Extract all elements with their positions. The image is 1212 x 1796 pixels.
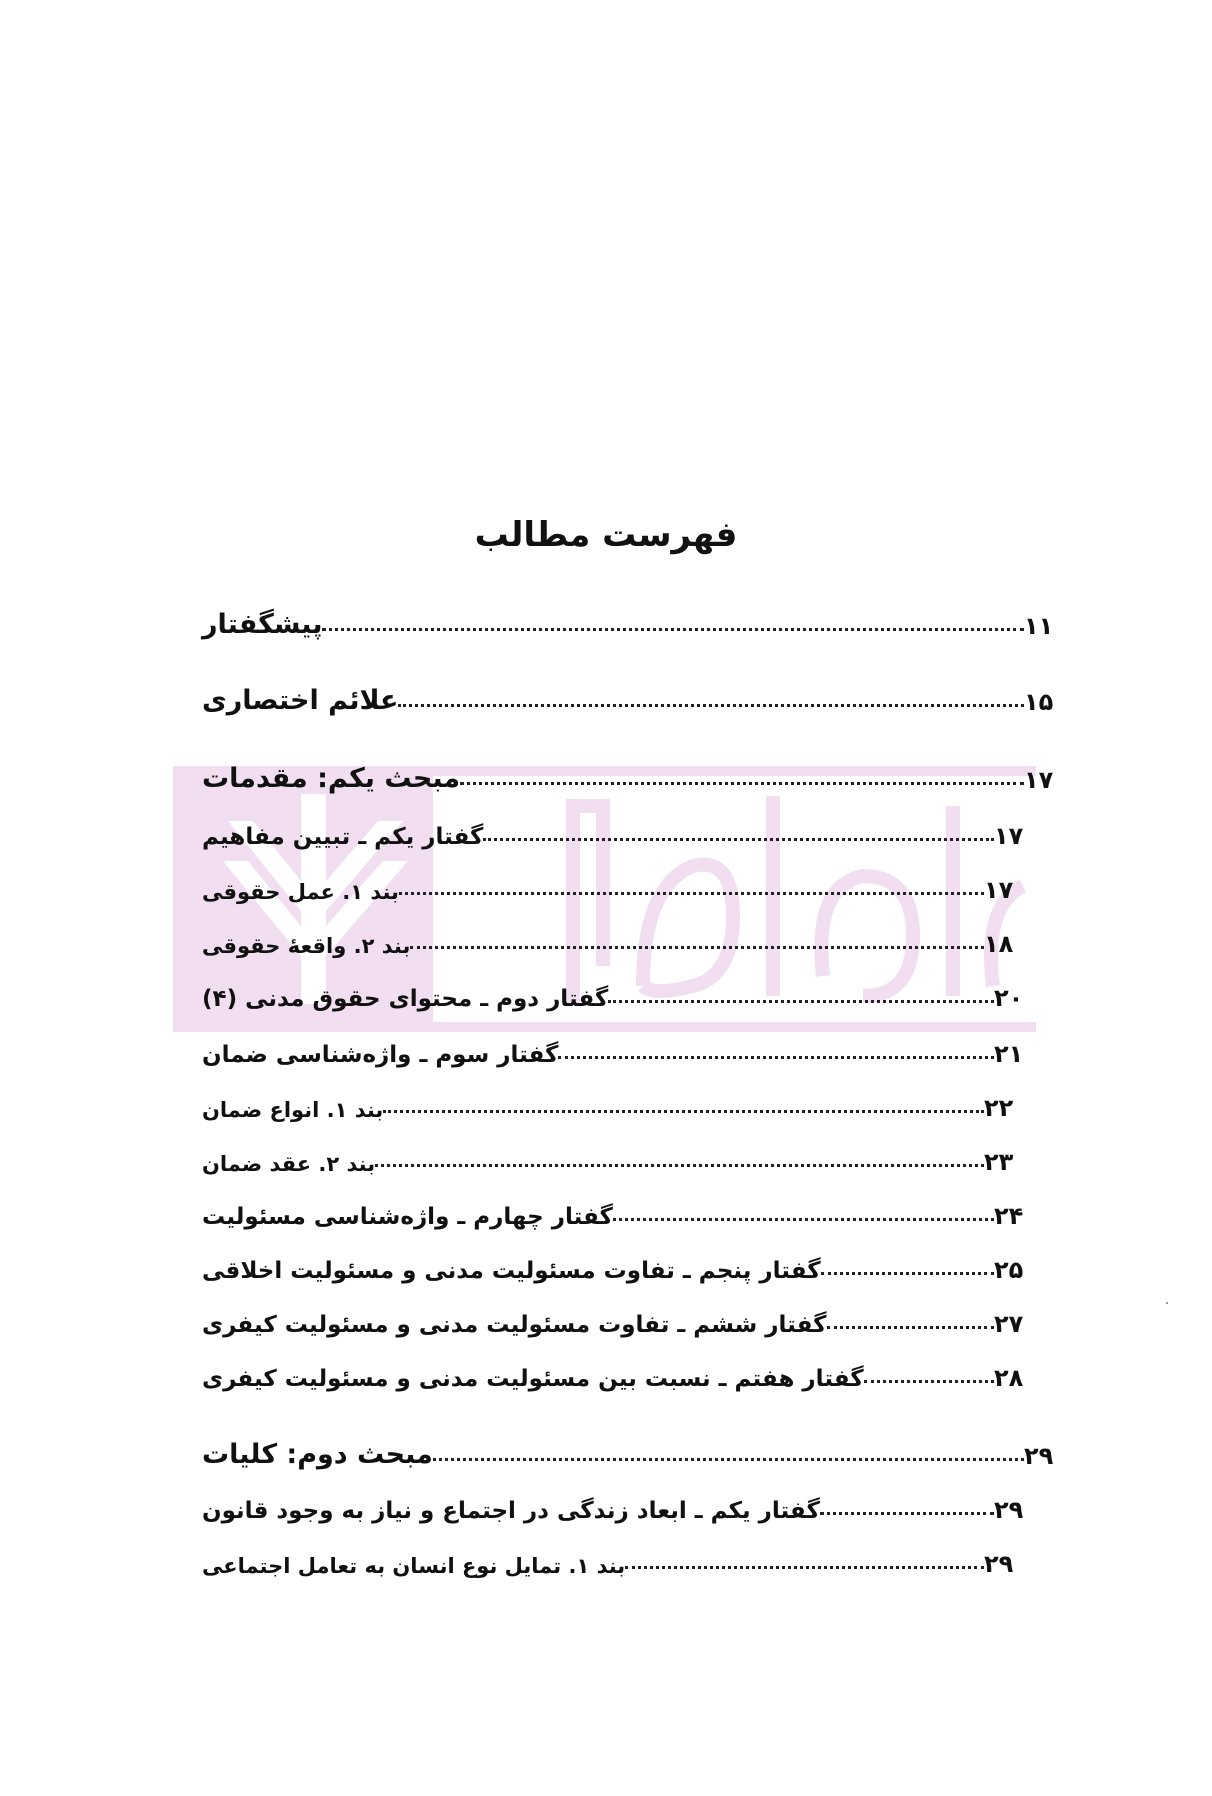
toc-title: فهرست مطالب — [474, 515, 738, 555]
toc-entry-page-number: ۱۱ — [1024, 612, 1054, 640]
dot-leader — [322, 628, 1024, 631]
toc-entry-label: بند ۲. عقد ضمان — [202, 1152, 376, 1176]
toc-entry-label: گفتار ششم ـ تفاوت مسئولیت مدنی و مسئولیت کیفری — [202, 1312, 827, 1338]
dot-leader — [375, 1164, 984, 1167]
dot-leader — [460, 782, 1024, 785]
toc-entry-page-number: ۲۹ — [1024, 1442, 1054, 1470]
toc-entry-page-number: ۲۸ — [994, 1364, 1024, 1392]
toc-entry[interactable] — [198, 1534, 1022, 1578]
toc-entry-label: بند ۲. واقعهٔ حقوقی — [202, 934, 411, 958]
toc-entry-page-number: ۲۳ — [984, 1148, 1014, 1176]
toc-entry-label: مبحث دوم: کلیات — [202, 1439, 433, 1470]
toc-entry[interactable] — [198, 750, 1062, 794]
toc-entry-page-number: ۲۵ — [994, 1256, 1024, 1284]
toc-entry[interactable] — [198, 1426, 1062, 1470]
toc-entry-page-number: ۲۹ — [994, 1496, 1024, 1524]
toc-entry-label: گفتار دوم ـ محتوای حقوق مدنی (۴) — [202, 986, 609, 1012]
toc-entry-page-number: ۲۴ — [994, 1202, 1024, 1230]
toc-entry-label: بند ۱. انواع ضمان — [202, 1098, 384, 1122]
toc-entry-page-number: ۲۲ — [984, 1094, 1014, 1122]
dot-leader — [613, 1218, 994, 1221]
toc-entry-label: مبحث یکم: مقدمات — [202, 763, 461, 794]
toc-entry[interactable] — [198, 596, 1062, 640]
toc-entry-label: گفتار پنجم ـ تفاوت مسئولیت مدنی و مسئولیت اخلاقی — [202, 1258, 821, 1284]
toc-entry[interactable] — [198, 1024, 1032, 1068]
dot-leader — [410, 946, 984, 949]
dot-leader — [383, 1110, 984, 1113]
dot-leader — [864, 1380, 994, 1383]
dot-leader — [398, 704, 1024, 707]
toc-entry[interactable] — [198, 968, 1032, 1012]
toc-entry-page-number: ۱۸ — [984, 930, 1014, 958]
toc-entry[interactable] — [198, 1240, 1032, 1284]
dot-leader — [433, 1458, 1024, 1461]
dot-leader — [399, 892, 984, 895]
toc-entry[interactable] — [198, 672, 1062, 716]
toc-entry-page-number: ۲۷ — [994, 1310, 1024, 1338]
toc-entry-label: گفتار یکم ـ ابعاد زندگی در اجتماع و نیاز به وجود قانون — [202, 1498, 820, 1524]
toc-entry-page-number: ۲۰ — [994, 984, 1024, 1012]
toc-entry-page-number: ۲۱ — [994, 1040, 1024, 1068]
toc-entry[interactable] — [198, 914, 1022, 958]
toc-entry[interactable] — [198, 860, 1022, 904]
toc-entry[interactable] — [198, 1348, 1032, 1392]
toc-entry[interactable] — [198, 1186, 1032, 1230]
toc-entry[interactable] — [198, 1480, 1032, 1524]
toc-entry-label: گفتار یکم ـ تبیین مفاهیم — [202, 824, 484, 850]
toc-entry-label: بند ۱. تمایل نوع انسان به تعامل اجتماعی — [202, 1554, 626, 1578]
toc-entry-page-number: ۱۷ — [984, 876, 1014, 904]
dot-leader — [483, 838, 994, 841]
toc-entry[interactable] — [198, 1132, 1022, 1176]
toc-entry-label: گفتار سوم ـ واژه‌شناسی ضمان — [202, 1042, 559, 1068]
toc-entry-page-number: ۱۷ — [994, 822, 1024, 850]
toc-entry[interactable] — [198, 1294, 1032, 1338]
toc-entry-label: گفتار چهارم ـ واژه‌شناسی مسئولیت — [202, 1204, 613, 1230]
toc-entry-label: گفتار هفتم ـ نسبت بین مسئولیت مدنی و مسئولیت کیفری — [202, 1366, 864, 1392]
dot-leader — [608, 1000, 994, 1003]
dot-leader — [820, 1512, 994, 1515]
dot-leader — [625, 1566, 984, 1569]
toc-entry[interactable] — [198, 806, 1032, 850]
toc-entry-page-number: ۲۹ — [984, 1550, 1014, 1578]
toc-entry-label: بند ۱. عمل حقوقی — [202, 880, 399, 904]
scan-speck — [1166, 1302, 1168, 1304]
dot-leader — [558, 1056, 994, 1059]
toc-entry[interactable] — [198, 1078, 1022, 1122]
toc-entry-page-number: ۱۷ — [1024, 766, 1054, 794]
toc-entry-label: پیشگفتار — [202, 609, 323, 640]
dot-leader — [821, 1272, 994, 1275]
toc-entry-page-number: ۱۵ — [1024, 688, 1054, 716]
toc-entry-label: علائم اختصاری — [202, 685, 399, 716]
dot-leader — [827, 1326, 995, 1329]
